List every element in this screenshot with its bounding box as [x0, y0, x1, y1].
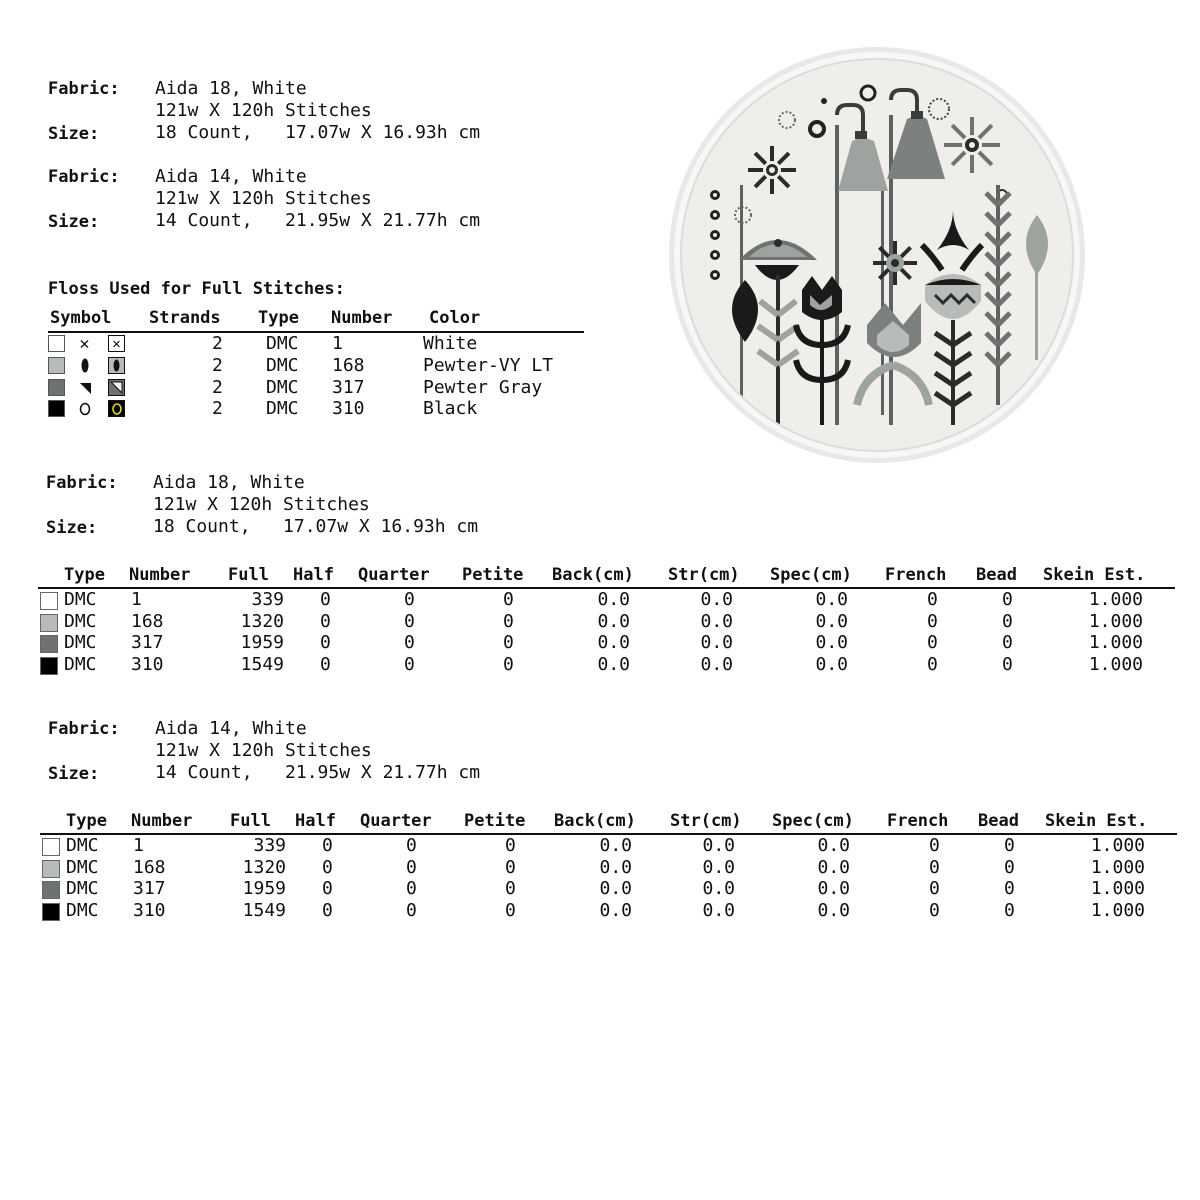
table-cell: 0	[929, 835, 940, 856]
table-cell: 1.000	[1090, 835, 1145, 856]
col-header-color: Color	[429, 308, 481, 328]
table-cell: 0	[406, 856, 417, 878]
table-cell: DMC	[64, 653, 97, 675]
table-cell: 0	[404, 653, 415, 675]
table-cell: 0	[927, 632, 938, 653]
table-cell: 0	[927, 610, 938, 632]
table-cell: 0.0	[597, 632, 630, 653]
table-cell: 0.0	[700, 610, 733, 632]
number-value: 310	[332, 398, 365, 419]
stitch-count: 121w X 120h Stitches	[155, 740, 372, 761]
table-cell: 0	[503, 610, 514, 632]
col-header: Back(cm)	[552, 565, 634, 585]
triangle-symbol-icon	[76, 379, 93, 396]
table-cell: DMC	[66, 856, 99, 878]
table-cell: 317	[133, 878, 166, 899]
size-label: Size:	[46, 518, 98, 538]
table-cell: 1.000	[1090, 899, 1145, 921]
table-cell: 1320	[242, 856, 286, 878]
floss-title: Floss Used for Full Stitches:	[48, 279, 345, 299]
col-header: Number	[131, 811, 193, 831]
stitch-count: 121w X 120h Stitches	[153, 494, 370, 515]
size-label: Size:	[48, 212, 100, 232]
table-cell: 0.0	[597, 653, 630, 675]
oval-symbol-icon	[76, 357, 93, 374]
color-swatch	[42, 860, 60, 878]
color-name: Black	[423, 398, 478, 419]
table-cell: 0	[322, 878, 333, 899]
table-cell: 0	[406, 878, 417, 899]
table-cell: 1.000	[1090, 856, 1145, 878]
table-cell: 1	[133, 835, 144, 856]
color-name: White	[423, 333, 478, 354]
color-swatch	[48, 335, 65, 352]
table-cell: 0	[1004, 835, 1015, 856]
table-cell: 168	[131, 610, 164, 632]
table-cell: 0	[503, 653, 514, 675]
table-cell: 0	[404, 610, 415, 632]
col-header: French	[885, 565, 947, 585]
col-header: Full	[228, 565, 269, 585]
strands-value: 2	[212, 333, 223, 354]
color-swatch	[48, 357, 65, 374]
table-cell: 0	[927, 653, 938, 675]
color-swatch	[40, 657, 58, 675]
size-value: 14 Count, 21.95w X 21.77h cm	[155, 762, 481, 783]
type-value: DMC	[266, 333, 299, 354]
table-cell: 0	[1004, 856, 1015, 878]
table-cell: 1.000	[1088, 610, 1143, 632]
table-cell: 1.000	[1088, 589, 1143, 610]
table-cell: 0	[503, 589, 514, 610]
table-cell: 0.0	[817, 856, 850, 878]
oval-symbol-swatch-icon	[108, 357, 125, 374]
col-header: Bead	[976, 565, 1017, 585]
table-cell: 1	[131, 589, 142, 610]
table-cell: 0.0	[597, 610, 630, 632]
table-cell: 0	[406, 899, 417, 921]
type-value: DMC	[266, 398, 299, 419]
table-cell: 317	[131, 632, 164, 653]
table-cell: DMC	[66, 899, 99, 921]
table-cell: 0	[503, 632, 514, 653]
size-value: 14 Count, 21.95w X 21.77h cm	[155, 210, 481, 231]
table-cell: 0	[929, 899, 940, 921]
table-cell: 0	[1004, 878, 1015, 899]
color-name: Pewter Gray	[423, 377, 543, 398]
col-header: Half	[293, 565, 334, 585]
fabric-value: Aida 14, White	[155, 166, 307, 187]
header-rule	[48, 331, 584, 333]
col-header: Str(cm)	[670, 811, 742, 831]
number-value: 168	[332, 355, 365, 376]
table-cell: 0	[505, 878, 516, 899]
table-cell: 0.0	[815, 589, 848, 610]
col-header: Full	[230, 811, 271, 831]
table-cell: 0	[929, 878, 940, 899]
table-cell: 0.0	[597, 589, 630, 610]
table-cell: 1549	[242, 899, 286, 921]
table-cell: 0	[322, 835, 333, 856]
col-header: Spec(cm)	[772, 811, 854, 831]
size-label: Size:	[48, 764, 100, 784]
type-value: DMC	[266, 355, 299, 376]
table-cell: 0.0	[815, 610, 848, 632]
color-swatch	[40, 592, 58, 610]
table-cell: 0	[1002, 653, 1013, 675]
table-cell: 0	[927, 589, 938, 610]
table-cell: 0	[320, 632, 331, 653]
col-header: Back(cm)	[554, 811, 636, 831]
table-cell: 0	[1004, 899, 1015, 921]
table-cell: 0.0	[599, 835, 632, 856]
table-cell: 339	[251, 589, 284, 610]
table-cell: 339	[253, 835, 286, 856]
fabric-label: Fabric:	[48, 167, 120, 187]
table-cell: 0	[322, 856, 333, 878]
table-cell: 0	[404, 632, 415, 653]
table-cell: DMC	[64, 589, 97, 610]
color-swatch	[42, 838, 60, 856]
table-cell: 0.0	[700, 589, 733, 610]
color-swatch	[48, 379, 65, 396]
table-cell: 0.0	[700, 653, 733, 675]
col-header-symbol: Symbol	[50, 308, 112, 328]
color-swatch	[40, 635, 58, 653]
col-header: French	[887, 811, 949, 831]
color-name: Pewter-VY LT	[423, 355, 554, 376]
size-label: Size:	[48, 124, 100, 144]
table-cell: 1.000	[1088, 653, 1143, 675]
color-swatch	[42, 903, 60, 921]
size-value: 18 Count, 17.07w X 16.93h cm	[153, 516, 479, 537]
fabric-label: Fabric:	[48, 79, 120, 99]
table-cell: 1959	[242, 878, 286, 899]
table-cell: 310	[131, 653, 164, 675]
x-symbol-icon: ✕	[79, 333, 90, 354]
table-cell: 0	[406, 835, 417, 856]
fabric-label: Fabric:	[46, 473, 118, 493]
table-cell: 0.0	[815, 653, 848, 675]
stitch-count: 121w X 120h Stitches	[155, 100, 372, 121]
table-cell: 0	[1002, 632, 1013, 653]
fabric-value: Aida 18, White	[155, 78, 307, 99]
fabric-label: Fabric:	[48, 719, 120, 739]
table-cell: 0	[1002, 610, 1013, 632]
table-cell: 0.0	[700, 632, 733, 653]
table-cell: DMC	[66, 835, 99, 856]
table-cell: 0	[1002, 589, 1013, 610]
table-cell: 0	[320, 589, 331, 610]
type-value: DMC	[266, 377, 299, 398]
table-cell: 0	[322, 899, 333, 921]
col-header: Number	[129, 565, 191, 585]
table-cell: 1320	[240, 610, 284, 632]
embroidery-hoop-preview	[667, 45, 1087, 465]
table-cell: 1959	[240, 632, 284, 653]
table-cell: 0	[404, 589, 415, 610]
strands-value: 2	[212, 355, 223, 376]
size-value: 18 Count, 17.07w X 16.93h cm	[155, 122, 481, 143]
table-cell: 0.0	[702, 835, 735, 856]
stitch-count: 121w X 120h Stitches	[155, 188, 372, 209]
table-cell: 0	[505, 835, 516, 856]
table-cell: 0.0	[817, 878, 850, 899]
table-cell: DMC	[66, 878, 99, 899]
table-cell: DMC	[64, 610, 97, 632]
fabric-value: Aida 14, White	[155, 718, 307, 739]
strands-value: 2	[212, 398, 223, 419]
table-cell: 0.0	[599, 878, 632, 899]
color-swatch	[42, 881, 60, 899]
col-header: Skein Est.	[1045, 811, 1148, 831]
col-header: Skein Est.	[1043, 565, 1146, 585]
col-header-strands: Strands	[149, 308, 221, 328]
table-cell: 0	[505, 899, 516, 921]
table-cell: 168	[133, 856, 166, 878]
col-header: Half	[295, 811, 336, 831]
table-cell: 0	[929, 856, 940, 878]
table-cell: 0	[320, 653, 331, 675]
table-cell: 1.000	[1090, 878, 1145, 899]
table-cell: 0.0	[817, 835, 850, 856]
table-cell: 0	[505, 856, 516, 878]
x-symbol-swatch-icon: ✕	[108, 335, 125, 352]
embroidery-hoop-pattern-preview-icon	[667, 45, 1087, 465]
table-cell: 0.0	[817, 899, 850, 921]
table-cell: 0.0	[702, 856, 735, 878]
table-cell: 0.0	[599, 856, 632, 878]
triangle-symbol-swatch-icon	[108, 379, 125, 396]
col-header: Petite	[464, 811, 526, 831]
table-cell: 1549	[240, 653, 284, 675]
circle-symbol-swatch-icon	[108, 400, 125, 417]
col-header-type: Type	[258, 308, 299, 328]
col-header: Bead	[978, 811, 1019, 831]
table-cell: 0.0	[702, 878, 735, 899]
table-cell: 310	[133, 899, 166, 921]
col-header: Petite	[462, 565, 524, 585]
number-value: 317	[332, 377, 365, 398]
col-header: Quarter	[358, 565, 430, 585]
strands-value: 2	[212, 377, 223, 398]
col-header: Type	[64, 565, 105, 585]
fabric-value: Aida 18, White	[153, 472, 305, 493]
table-cell: 0.0	[599, 899, 632, 921]
col-header-number: Number	[331, 308, 393, 328]
table-cell: 1.000	[1088, 632, 1143, 653]
table-cell: DMC	[64, 632, 97, 653]
col-header: Type	[66, 811, 107, 831]
color-swatch	[40, 614, 58, 632]
color-swatch	[48, 400, 65, 417]
table-cell: 0	[320, 610, 331, 632]
col-header: Str(cm)	[668, 565, 740, 585]
col-header: Quarter	[360, 811, 432, 831]
col-header: Spec(cm)	[770, 565, 852, 585]
circle-symbol-icon	[76, 400, 93, 417]
table-cell: 0.0	[702, 899, 735, 921]
table-cell: 0.0	[815, 632, 848, 653]
number-value: 1	[332, 333, 343, 354]
